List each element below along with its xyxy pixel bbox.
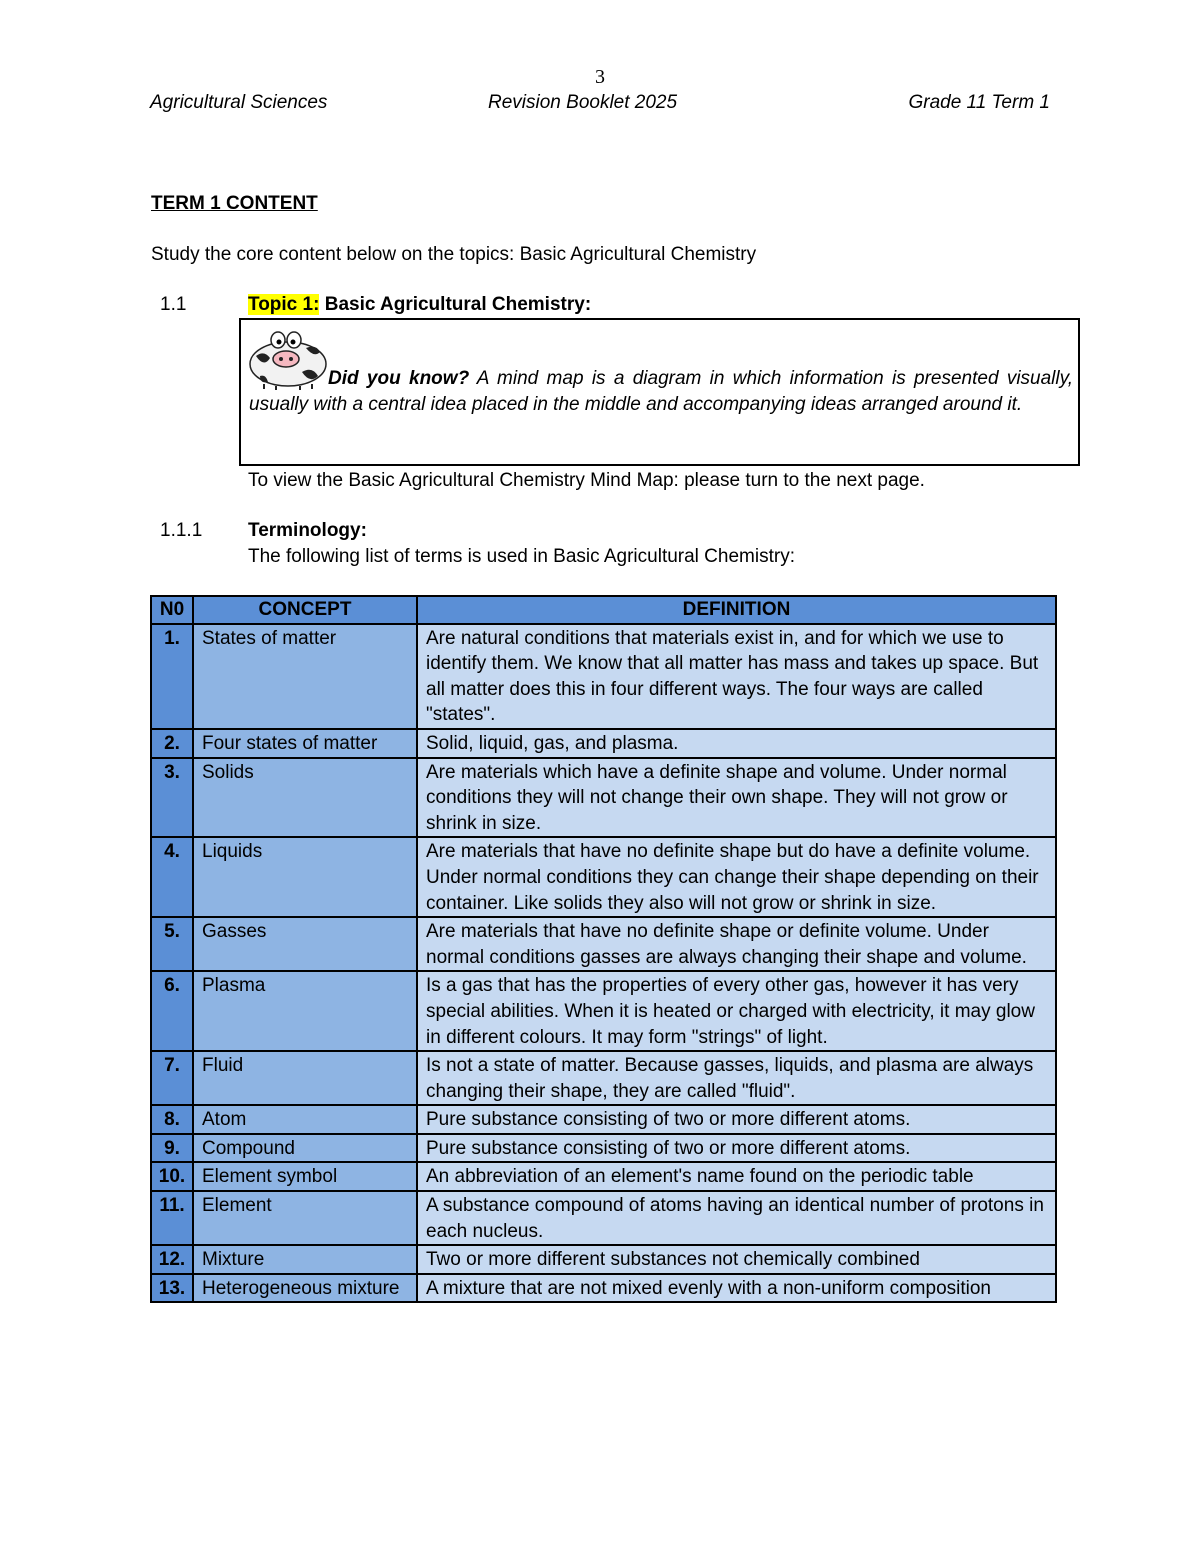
row-definition: Are materials which have a definite shape and volume. Under normal conditions they will not change their own shape. They will not grow or shrink in size. xyxy=(417,758,1056,838)
header-booklet: Revision Booklet 2025 xyxy=(488,92,678,113)
table-row xyxy=(151,1162,1056,1191)
terminology-table xyxy=(150,595,1057,1303)
table-row xyxy=(151,971,1056,1051)
row-number: 13. xyxy=(151,1274,193,1303)
terminology-title: Terminology: xyxy=(248,520,367,541)
row-number: 2. xyxy=(151,729,193,758)
did-you-know-text xyxy=(249,366,1073,417)
intro-text: Study the core content below on the topics: Basic Agricultural Chemistry xyxy=(151,244,757,265)
did-you-know-lead: Did you know? xyxy=(328,368,470,389)
did-you-know-body: A mind map is a diagram in which information is presented visually, usually with a central idea placed in the middle and accompanying ideas arranged around it. xyxy=(249,368,1073,415)
row-definition: A mixture that are not mixed evenly with a non-uniform composition xyxy=(417,1274,1056,1303)
row-concept: Mixture xyxy=(193,1245,417,1274)
row-concept: States of matter xyxy=(193,624,417,729)
did-you-know-box xyxy=(239,318,1080,466)
header-subject: Agricultural Sciences xyxy=(150,92,328,113)
table-row xyxy=(151,729,1056,758)
row-number: 5. xyxy=(151,917,193,971)
row-number: 9. xyxy=(151,1134,193,1163)
page-header xyxy=(150,92,1050,116)
row-number: 11. xyxy=(151,1191,193,1245)
row-definition: Are materials that have no definite shape or definite volume. Under normal conditions gasses are always changing their shape and volume. xyxy=(417,917,1056,971)
row-concept: Element symbol xyxy=(193,1162,417,1191)
row-concept: Four states of matter xyxy=(193,729,417,758)
topic-title: Basic Agricultural Chemistry: xyxy=(319,294,592,315)
table-row xyxy=(151,837,1056,917)
terminology-subtitle: The following list of terms is used in Basic Agricultural Chemistry: xyxy=(248,546,795,567)
table-row xyxy=(151,1051,1056,1105)
row-concept: Compound xyxy=(193,1134,417,1163)
header-concept: CONCEPT xyxy=(193,596,417,624)
mind-map-note: To view the Basic Agricultural Chemistry Mind Map: please turn to the next page. xyxy=(248,470,925,491)
row-definition: Two or more different substances not chemically combined xyxy=(417,1245,1056,1274)
table-row xyxy=(151,1245,1056,1274)
row-concept: Plasma xyxy=(193,971,417,1051)
row-concept: Atom xyxy=(193,1105,417,1134)
row-definition: Pure substance consisting of two or more different atoms. xyxy=(417,1105,1056,1134)
table-row xyxy=(151,758,1056,838)
table-row xyxy=(151,1274,1056,1303)
row-number: 12. xyxy=(151,1245,193,1274)
row-definition: Is not a state of matter. Because gasses, liquids, and plasma are always changing their shape, they are called "fluid". xyxy=(417,1051,1056,1105)
table-row xyxy=(151,917,1056,971)
row-concept: Fluid xyxy=(193,1051,417,1105)
row-number: 1. xyxy=(151,624,193,729)
terminology-number: 1.1.1 xyxy=(160,520,203,541)
row-concept: Solids xyxy=(193,758,417,838)
row-definition: Are natural conditions that materials exist in, and for which we use to identify them. We know that all matter has mass and takes up space. But all matter does this in four different ways. The four ways are called "states". xyxy=(417,624,1056,729)
row-number: 4. xyxy=(151,837,193,917)
row-definition: An abbreviation of an element's name found on the periodic table xyxy=(417,1162,1056,1191)
row-definition: Solid, liquid, gas, and plasma. xyxy=(417,729,1056,758)
row-concept: Liquids xyxy=(193,837,417,917)
table-header-row xyxy=(151,596,1056,624)
row-definition: Pure substance consisting of two or more different atoms. xyxy=(417,1134,1056,1163)
table-row xyxy=(151,1191,1056,1245)
row-definition: A substance compound of atoms having an identical number of protons in each nucleus. xyxy=(417,1191,1056,1245)
header-grade: Grade 11 Term 1 xyxy=(908,92,1050,113)
term-title: TERM 1 CONTENT xyxy=(151,193,318,214)
table-row xyxy=(151,1105,1056,1134)
table-row xyxy=(151,1134,1056,1163)
topic-number: 1.1 xyxy=(160,294,187,315)
page-number: 3 xyxy=(595,66,605,88)
header-no: N0 xyxy=(151,596,193,624)
header-definition: DEFINITION xyxy=(417,596,1056,624)
table-row xyxy=(151,624,1056,729)
topic-highlight: Topic 1: xyxy=(248,294,320,315)
row-concept: Gasses xyxy=(193,917,417,971)
row-number: 3. xyxy=(151,758,193,838)
row-number: 7. xyxy=(151,1051,193,1105)
row-concept: Heterogeneous mixture xyxy=(193,1274,417,1303)
row-definition: Are materials that have no definite shape but do have a definite volume. Under normal conditions they can change their shape depending on their container. Like solids they also will not grow or shrink in size. xyxy=(417,837,1056,917)
row-number: 10. xyxy=(151,1162,193,1191)
row-concept: Element xyxy=(193,1191,417,1245)
row-definition: Is a gas that has the properties of every other gas, however it has very special abilities. When it is heated or charged with electricity, it may glow in different colours. It may form "strings" of light. xyxy=(417,971,1056,1051)
topic-label xyxy=(248,294,591,316)
row-number: 6. xyxy=(151,971,193,1051)
row-number: 8. xyxy=(151,1105,193,1134)
